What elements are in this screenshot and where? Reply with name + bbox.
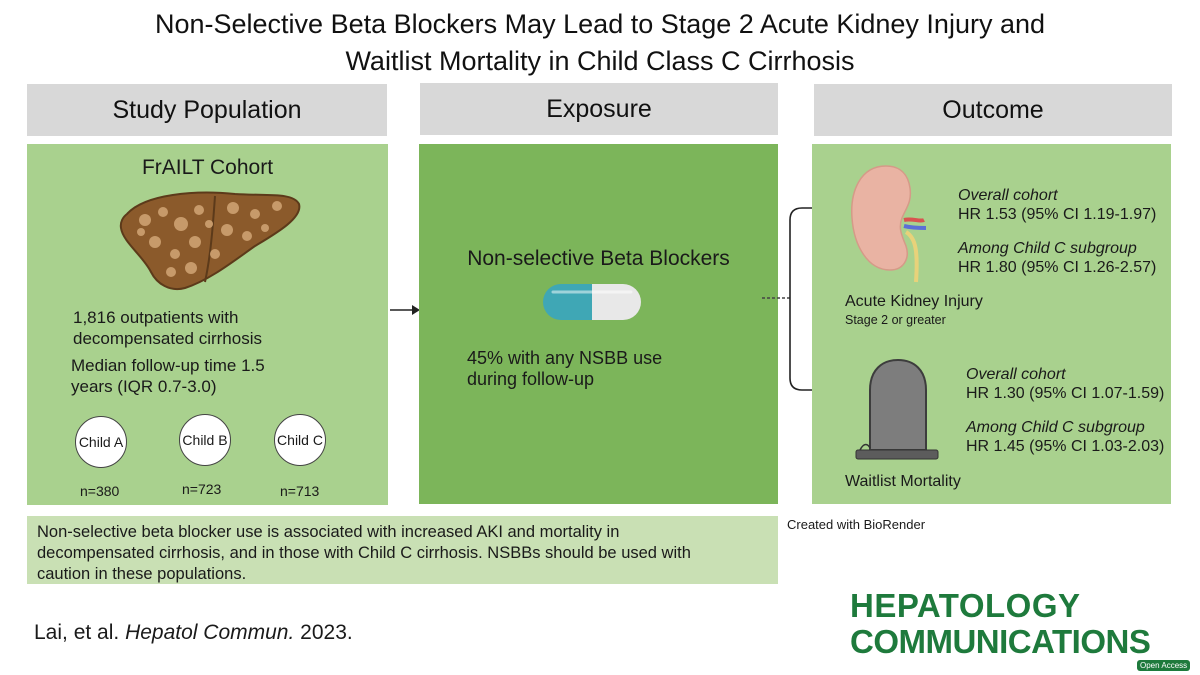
summary-line-1: Non-selective beta blocker use is associated with increased AKI and mortality in bbox=[37, 523, 620, 541]
logo-line-2: COMMUNICATIONS bbox=[850, 623, 1151, 660]
aki-childc-hr: HR 1.80 (95% CI 1.26-2.57) bbox=[958, 259, 1157, 276]
liver-icon bbox=[115, 184, 305, 294]
mortality-childc-hr: HR 1.45 (95% CI 1.03-2.03) bbox=[966, 438, 1165, 455]
aki-overall-label: Overall cohort bbox=[958, 187, 1058, 204]
child-c-circle: Child C bbox=[274, 414, 326, 466]
mortality-results bbox=[966, 365, 1164, 456]
summary-line-2: decompensated cirrhosis, and in those with Child C cirrhosis. NSBBs should be used with bbox=[37, 544, 691, 562]
patients-line-2: decompensated cirrhosis bbox=[73, 329, 262, 348]
child-b-n: n=723 bbox=[182, 481, 222, 497]
child-a-n: n=380 bbox=[80, 483, 120, 499]
title-line-2: Waitlist Mortality in Child Class C Cirrhosis bbox=[345, 46, 855, 76]
patients-text bbox=[73, 307, 262, 349]
exposure-panel bbox=[419, 144, 778, 504]
followup-line-2: years (IQR 0.7-3.0) bbox=[71, 377, 217, 396]
tombstone-icon bbox=[850, 356, 942, 462]
header-study-population: Study Population bbox=[27, 84, 387, 136]
mortality-overall-hr: HR 1.30 (95% CI 1.07-1.59) bbox=[966, 385, 1165, 402]
child-b-circle: Child B bbox=[179, 414, 231, 466]
header-exposure: Exposure bbox=[420, 83, 778, 135]
mortality-childc-label: Among Child C subgroup bbox=[966, 419, 1145, 436]
child-a-circle: Child A bbox=[75, 416, 127, 468]
title-line-1: Non-Selective Beta Blockers May Lead to Stage 2 Acute Kidney Injury and bbox=[154, 9, 1045, 39]
study-population-panel bbox=[27, 144, 388, 505]
cohort-name: FrAILT Cohort bbox=[141, 156, 274, 179]
citation bbox=[34, 621, 353, 645]
aki-sublabel: Stage 2 or greater bbox=[845, 313, 946, 327]
pill-icon bbox=[541, 282, 643, 322]
mortality-label: Waitlist Mortality bbox=[845, 473, 961, 490]
header-outcome: Outcome bbox=[814, 84, 1172, 136]
page-title bbox=[0, 6, 1200, 80]
patients-line-1: 1,816 outpatients with bbox=[73, 308, 239, 327]
journal-logo bbox=[850, 587, 1200, 670]
arrow-icon bbox=[388, 302, 422, 318]
aki-results bbox=[958, 186, 1156, 277]
open-access-badge: Open Access bbox=[1137, 660, 1190, 671]
drug-name: Non-selective Beta Blockers bbox=[467, 247, 730, 270]
citation-authors: Lai, et al. bbox=[34, 621, 120, 644]
aki-label: Acute Kidney Injury bbox=[845, 293, 983, 310]
aki-childc-label: Among Child C subgroup bbox=[958, 240, 1137, 257]
summary-box bbox=[27, 516, 778, 584]
citation-year: 2023. bbox=[300, 621, 353, 644]
biorender-credit: Created with BioRender bbox=[787, 517, 926, 532]
nsbb-use-text bbox=[467, 348, 662, 390]
outcome-panel bbox=[812, 144, 1171, 504]
followup-line-1: Median follow-up time 1.5 bbox=[71, 356, 265, 375]
logo-line-1: HEPATOLOGY bbox=[850, 587, 1081, 624]
summary-line-3: caution in these populations. bbox=[37, 565, 247, 583]
nsbb-use-line-1: 45% with any NSBB use bbox=[467, 348, 663, 368]
nsbb-use-line-2: during follow-up bbox=[467, 369, 595, 389]
citation-journal: Hepatol Commun. bbox=[125, 621, 295, 644]
child-c-n: n=713 bbox=[280, 483, 320, 499]
kidney-icon bbox=[846, 162, 936, 284]
aki-overall-hr: HR 1.53 (95% CI 1.19-1.97) bbox=[958, 206, 1157, 223]
mortality-overall-label: Overall cohort bbox=[966, 366, 1066, 383]
followup-text bbox=[71, 355, 265, 397]
